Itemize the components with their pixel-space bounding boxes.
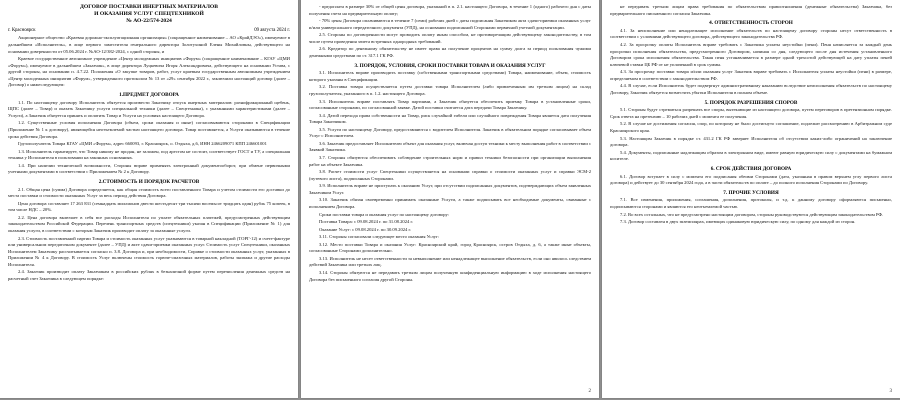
period-label: Сроки поставки товара и оказания услуг по настоящему договору:	[319, 211, 450, 217]
clause-1-1: 1.1. По настоящему договору Исполнитель обязуется произвести Заказчику отпуск инертных материалов: разнофракционный щебень, ЩПС (далее – Товар) и оказать Заказчику услуги специальной техники (далее – Спецтехника), с указанными характеристиками (далее – Услуги), а Заказчик обязуется принять и оплатить Товар и Услуги на условиях настоящего Договора.	[8, 99, 290, 118]
clause-1-2: 1.2. Существенные условия исполнения Договора (объем, сроки оказания и иные) согласовываются сторонами в Спецификации (Приложение № 1 к договору), являющейся неотъемлемой частью настоящего договора. Товар поставляется, а Услуги оказываются в течение срока действия Договора.	[8, 120, 290, 139]
clause-7-3: 7.3. Договор составлен в двух экземплярах, имеющих одинаковую юридическую силу, по одному для каждой из сторон.	[620, 219, 856, 225]
carryover-text: не передавать третьим лицам права требования по обязательствам правоотношения (денежные обязательства) Заказчика, без предварительного письменного согласия Заказчика.	[610, 4, 892, 16]
intro-paragraph-1: Акционерное общество «Краевая дорожно-эксплуатационная организация» (сокращенное наименование – АО «КрайДЭО»), именуемое в дальнейшем «Исполнитель», в лице первого заместителя генерального директора Золотухиной Елены Михайловны, действующего на основании доверенности от 05.06.2024 г. №АО-12/382-2024, с одной стороны, и	[8, 35, 290, 54]
clause-3-14: 3.14. Стороны обязуются не передавать третьим лицам полученную конфиденциальную информацию в ходе исполнения настоящего Договора без письменного согласия другой Стороны.	[309, 270, 591, 282]
doc-title-line1: ДОГОВОР ПОСТАВКИ ИНЕРТНЫХ МАТЕРИАЛОВ	[80, 4, 218, 10]
clause-6-1: 6.1. Договор вступает в силу с момента его подписания обеими Сторонами (дата, указанная в правом верхнем углу первого листа договора) и действует до 30 сентября 2024 года, а в части обязательств по оплате – до полного исполнения Сторонами по Договору.	[610, 173, 892, 186]
clause-2-1: 2.1. Общая цена (сумма) Договора определяется, как общая стоимость всего поставленного Товара и учетом стоимости его доставки до места поставки и стоимости оказанных Услуг за весь период действия Договора.	[8, 186, 290, 199]
clause-5-1: 5.1. Стороны будут стремиться разрешать все споры, вытекающие из настоящего договора, путем переговоров в претензионном порядке. Срок ответа на претензию – 10 рабочих дней с момента ее получения.	[610, 107, 892, 119]
city-date-row	[8, 28, 290, 33]
doc-number: № АО-22/574-2024	[126, 18, 172, 25]
clause-1-3: 1.3. Исполнитель гарантирует, что Товар никому не продан, не заложен, под арестом не состоит, соответствует ГОСТ и ТУ, а специальная техника у Исполнителя в пользовании на законных основаниях.	[8, 148, 290, 161]
period-goods: Поставка Товара: с 09.08.2024 г. по 31.08.2024 г.	[319, 219, 413, 225]
section-1-title: 1.ПРЕДМЕТ ДОГОВОРА	[119, 91, 179, 98]
clause-3-1: 3.1. Исполнитель вправе производить поставку (собственными транспортными средствами) Товара, наименование, объем, стоимость которого указаны в Спецификации.	[309, 70, 591, 82]
clause-2-6: 2.6. Кредитор по денежному обязательству не имеет права на получение процентов на сумму долга за период пользования чужими денежными средствами по ст. 317.1 ГК РФ.	[309, 46, 591, 58]
clause-3-13: 3.13. Исполнитель не несет ответственности за невыполнение или ненадлежащее выполнение обязательств, если оно явилось следствием действий Заказчика или третьих лиц.	[309, 255, 591, 268]
clause-4-1: 4.1. За неисполнение или ненадлежащее исполнение обязательств по настоящему договору стороны несут ответственность в соответствии с условиями действующего договора, действующего законодательства РФ.	[610, 27, 892, 40]
clause-4-4: 4.4. В случае, если Исполнитель будет подвергнут административному наказанию вследствие неисполнения обязательств по настоящему Договору, Заказчик обязуется возместить убытки Исполнителя в полном объеме.	[610, 83, 892, 95]
clause-3-7: 3.7. Стороны обязуются обеспечивать соблюдение строительных норм и правил техники безопасности при организации выполнения работ на объекте Заказчика.	[309, 155, 591, 167]
clause-3-6: 3.6. Заказчик предоставляет Исполнителю объект для оказания услуг, включая доступ техники к месту выполнения работ в соответствии с Заявкой Заказчика.	[309, 140, 591, 153]
clause-3-10: 3.10. Заказчик обязан своевременно принимать оказанные Услуги, а также подписывать все необходимые документы, связанные с исполнением Договора.	[309, 197, 591, 209]
clause-2-4: 2.4. Заказчик производит оплату Заказчикам в российских рублях в безналичной форме путем перечисления денежных средств на расчетный счет Заказчика в следующем порядке:	[8, 269, 290, 281]
clause-3-3: 3.3. Исполнитель вправе поставлять Товар партиями, а Заказчик обязуется обеспечить приемку Товара в установленные сроки, согласованные сторонами, по согласованной заявке. Датой поставки считается дата передачи Товара Заказчику.	[309, 98, 591, 111]
clause-3-2: 3.2. Поставка товара осуществляется путем доставки товара Исполнителем (либо привлеченным им третьим лицом) на склад грузополучателя, указанного в п. 1.2. настоящего Договора.	[309, 84, 591, 96]
clause-3-4: 3.4. Датой перехода права собственности на Товар, риск случайной гибели или случайного повреждения Товара является дата получения Товара Заказчиком.	[309, 112, 591, 125]
clause-2-5: 2.5. Стороны по договоренности могут проводить оплату иным способом, не противоречащим действующему законодательству, в том числе путем проведения зачета встречных однородных требований.	[309, 32, 591, 44]
clause-7-2: 7.2. Во всех остальных, что не предусмотрено настоящим договором, стороны руководствуются действующим законодательством РФ.	[620, 211, 884, 217]
clause-3-5: 3.5. Услуги по настоящему Договору, предоставляются с водителем Исполнителя. Заказчик в обязательном порядке согласовывает объем Услуг с Исполнителем.	[309, 126, 591, 139]
clause-5-3: 5.3. Настоящим Заказчик в порядке ст. 431.2 ГК РФ заверяет Исполнителя об отсутствии каких-либо ограничений на заключение договора.	[610, 135, 892, 148]
clause-3-11: 3.11. Стороны согласовали следующее место оказания Услуг:	[319, 234, 440, 240]
section-3-title: 3. ПОРЯДОК, УСЛОВИЯ, СРОКИ ПОСТАВКИ ТОВАРА И ОКАЗАНИЯ УСЛУГ	[354, 62, 546, 69]
page-number: 3	[889, 389, 892, 394]
page-number: 2	[588, 389, 591, 394]
clause-2-3: 2.3. Стоимость поставленной партии Товара и стоимость оказанных услуг указываются в товарной накладной (ТОРГ-12) и счете-фактуре или универсальном передаточном документе (далее – УПД) и акте сдачи-приемки оказанных услуг. Стоимость услуг Спецтехники, оказанных Исполнителем Заказчику рассчитывается согласно п. 3.8. Договора и, при необходимости, Справке о стоимости оказанных услуг, указанных в Приложении № 4 к Договору. В стоимость Услуг включены стоимость горюче-смазочных материалов, работы экипажа и другие расходы Исполнителя.	[8, 235, 290, 267]
page-3	[602, 0, 900, 398]
clause-2-2: 2.2. Цена договора включает в себя все расходы Исполнителя по уплате обязательных платежей, предусмотренных действующим законодательством Российской Федерации. Перечень транспортных средств (спецтехники) указан в Спецификации (Приложение № 1) для оказания услуги, в соответствии с которым Заказчик производит оплату за оказанные услуги.	[8, 214, 290, 234]
clause-5-2: 5.2. В случае не достижения согласия, спор, по которому не было достигнуто соглашение, подлежит рассмотрению в Арбитражном суде Красноярского края.	[610, 121, 892, 133]
clause-3-9: 3.9. Исполнитель вправе не приступать к оказанию Услуг, при отсутствии подписанных документов, подтверждающих объем заявленных Заказчиком Услуг.	[309, 183, 591, 195]
payment-prepay: - предоплата в размере 30% от общей цены договора, указанной в п. 2.1. настоящего Договора, в течение 1 (одного) рабочего дня с даты получения счета на предварительную оплату;	[309, 4, 591, 16]
clause-4-3: 4.3. За просрочку поставки товара и/или оказания услуг Заказчик вправе требовать с Исполнителя уплаты неустойки (пени) в размере, определяемом в соответствии с законодательством РФ.	[610, 69, 892, 81]
section-6-title: 6. СРОК ДЕЙСТВИЯ ДОГОВОРА	[710, 165, 792, 172]
intro-paragraph-2: Краевое государственное автономное учреждение «Центр молодежных инициатив «Форум» (сокращенное наименование – КГАУ «ЦМИ «Форум»), именуемое в дальнейшем «Заказчик», в лице директора Луцкевича Игоря Александровича, действующего на основании Устава, с другой стороны, на основании п. 4.7.22. Положения «О закупке товаров, работ, услуг краевым государственным автономным учреждением «Центр молодежных инициатив «Форум», утвержденного протоколом № 13 от «29» сентября 2022 г., заключили настоящий договор (далее – Договор) о нижеследующем:	[8, 56, 290, 88]
clause-3-12: 3.12. Место поставки Товара и оказания Услуг: Красноярский край, город Красноярск, остров Отдыха, д. 6, а также иные объекты, согласованные Сторонами дополнительно.	[309, 241, 591, 254]
doc-city: г. Красноярск	[8, 28, 36, 34]
clause-1-4: 1.4. При наличии технической возможности, Стороны вправе применять электронный документооборот, при обмене первичными учетными документами в соответствии с Приложением № 2 к Договору.	[8, 162, 290, 175]
page-1	[0, 0, 298, 398]
payment-remainder: - 70% цены Договора оплачиваются в течение 7 (семи) рабочих дней с даты подписания Заказчиком акта сдачи-приемки оказанных услуг и/или универсального передаточного документа (УПД), на основании подписанной Сторонами первичной учетной документации.	[309, 18, 591, 30]
clause-7-1: 7.1. Все изменения, приложения, соглашения, дополнения, протоколы, и т.д. к данному договору оформляются письменно, подписываются сторонами и являются его неотъемлемой частью.	[610, 197, 892, 209]
clause-5-4: 5.4. Документы, подписанные надлежащим образом в электронном виде, имеют равную юридическую силу с документами на бумажном носителе.	[610, 149, 892, 162]
doc-date: 09 августа 2024 г.	[254, 28, 290, 34]
page-2	[301, 0, 599, 398]
section-7-title: 7. ПРОЧИЕ УСЛОВИЯ	[723, 189, 779, 196]
clause-3-8: 3.8. Расчет стоимости услуг Спецтехники осуществляется на основании справки о стоимости оказанных услуг и справки ЭСМ-2 (путевого листа), подписанных Сторонами.	[309, 169, 591, 181]
contract-price: Цена договора составляет 17 263 831 (семнадцать миллионов двести шестьдесят три тысячи восемьсот тридцать один) рубль 75 копеек, в том числе НДС – 20%.	[8, 200, 290, 213]
section-4-title: 4. ОТВЕТСТВЕННОСТЬ СТОРОН	[709, 20, 793, 27]
section-5-title: 5. ПОРЯДОК РАЗРЕШЕНИЯ СПОРОВ	[704, 99, 798, 106]
clause-4-2: 4.2. За просрочку оплаты Исполнитель вправе требовать с Заказчика уплаты неустойки (пени). Пеня начисляется за каждый день просрочки исполнения обязательства, предусмотренного Договором, начиная со дня, следующего после дня истечения установленного Договором срока исполнения обязательства. Такая пеня устанавливается в размере одной трехсотой действующей на дату уплаты пеней ключевой ставки ЦБ РФ от не уплаченной в срок суммы.	[610, 42, 892, 67]
consignee-text: Грузополучатель Товара КГАУ «ЦМИ «Форум», адрес 660093, г. Красноярск, о. Отдыха, д.6, ИНН 2466209071 КПП 246601001	[18, 141, 267, 147]
period-services: Оказание Услуг: с 09.08.2024 г. по 30.09.2024 г.	[319, 226, 412, 232]
doc-title-line2: И ОКАЗАНИЯ УСЛУГ СПЕЦТЕХНИКОЙ	[94, 11, 204, 18]
section-2-title: 2.СТОИМОСТЬ И ПОРЯДОК РАСЧЕТОВ	[98, 178, 200, 185]
